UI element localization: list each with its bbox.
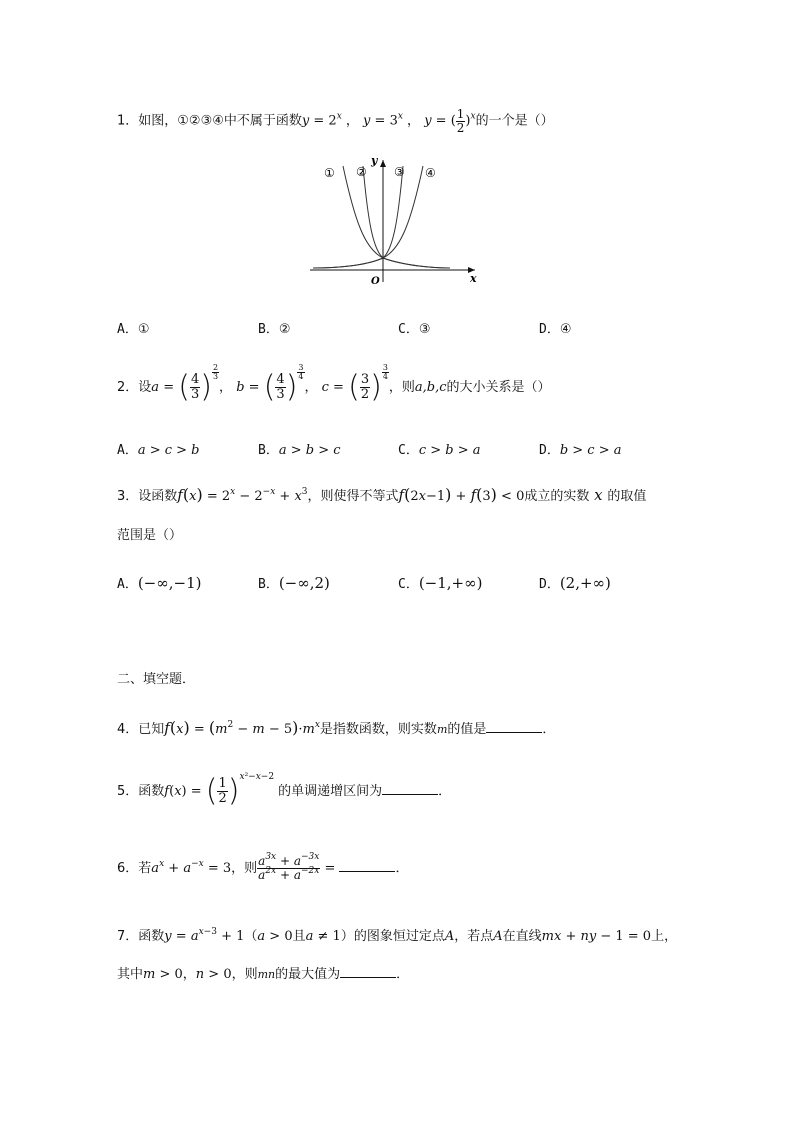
question-7: 7．函数$y = a^{x-3} + 1(a > 0$且a ≠ 1）的图象恒过定点A，若点A在直线mx + ny − 1 = 0上， — [117, 927, 678, 944]
curve-3 — [313, 166, 403, 268]
graph-label-4: ④ — [425, 166, 436, 180]
answer-blank[interactable] — [339, 870, 395, 872]
question-text: 如图，①②③④中不属于函数 — [138, 113, 302, 129]
axis-label-y: y — [371, 154, 378, 167]
q1-option-c[interactable]: C．③ — [398, 322, 431, 337]
q1-option-d[interactable]: D．④ — [539, 322, 572, 337]
question-text: 的一个是（） — [475, 113, 554, 129]
question-3-line2: 范围是（） — [117, 528, 183, 543]
q1-option-a[interactable]: A．① — [117, 322, 150, 337]
q3-option-b[interactable]: B．(−∞,2) — [258, 574, 330, 592]
formula: y — [301, 113, 310, 129]
graph-label-1: ① — [324, 166, 335, 180]
q2-option-a[interactable]: A．a > c > b — [117, 443, 200, 458]
answer-blank[interactable] — [382, 793, 438, 795]
q3-option-c[interactable]: C．(−1,+∞) — [398, 574, 483, 592]
graph-label-2: ② — [356, 165, 367, 179]
question-7-line2: 其中m > 0，n > 0，则mn的最大值为 ． — [117, 967, 410, 982]
question-4: 4．已知$f(x) = (m^2 - m - 5)\cdot m^x$是指数函数，则实数m的值是 ． — [117, 718, 556, 737]
answer-blank[interactable] — [486, 731, 542, 733]
q2-option-d[interactable]: D．b > c > a — [539, 443, 622, 458]
answer-blank[interactable] — [340, 976, 396, 978]
question-3: 3．设函数$f(x) = 2^x - 2^{-x} + x^3$，则使得不等式f(2x−1) + f(3) < 0成立的实数 x 的取值 — [117, 485, 647, 504]
graph-label-3: ③ — [394, 165, 405, 179]
question-5: 5．函数f(x) = ( $\frac{1}{2}$ )$^{x^2-x-2}$的单调递增区间为 ． — [117, 772, 452, 809]
q2-option-c[interactable]: C．c > b > a — [398, 443, 481, 458]
q1-option-b[interactable]: B．② — [258, 322, 291, 337]
axis-label-x: x — [470, 272, 477, 285]
exponential-graph — [305, 152, 485, 292]
q3-option-a[interactable]: A．(−∞,−1) — [117, 574, 202, 592]
question-1: 1．如图，①②③④中不属于函数$y = 2^x$ ， $y = 3^x$ ， y = ( $\frac{1}{2}$ )$^x$的一个是（） — [117, 107, 554, 135]
curve-1 — [343, 166, 450, 268]
origin-label: O — [371, 276, 380, 287]
q3-option-d[interactable]: D．(2,+∞) — [539, 574, 611, 592]
question-number: 1． — [117, 113, 139, 129]
question-6: 6．若$a^x + a^{-x} = 3$，则 $\frac{a^{3x} + a^{-3x}}{a^{2x} + a^{-2x}}$ = ． — [117, 852, 409, 882]
question-2: 2．设a = ( $\frac{4}{3}$ ) $\frac{2}{3}$， b = ( $\frac{4}{3}$ ) $\frac{3}{4}$， c = ( $\frac{3}{2}$ ) $\frac{3}{4}$，则a,b,c的大小关系是（） — [117, 363, 551, 405]
section-heading: 二、填空题． — [117, 672, 196, 687]
curve-4 — [313, 166, 423, 268]
q2-option-b[interactable]: B．a > b > c — [258, 443, 341, 458]
